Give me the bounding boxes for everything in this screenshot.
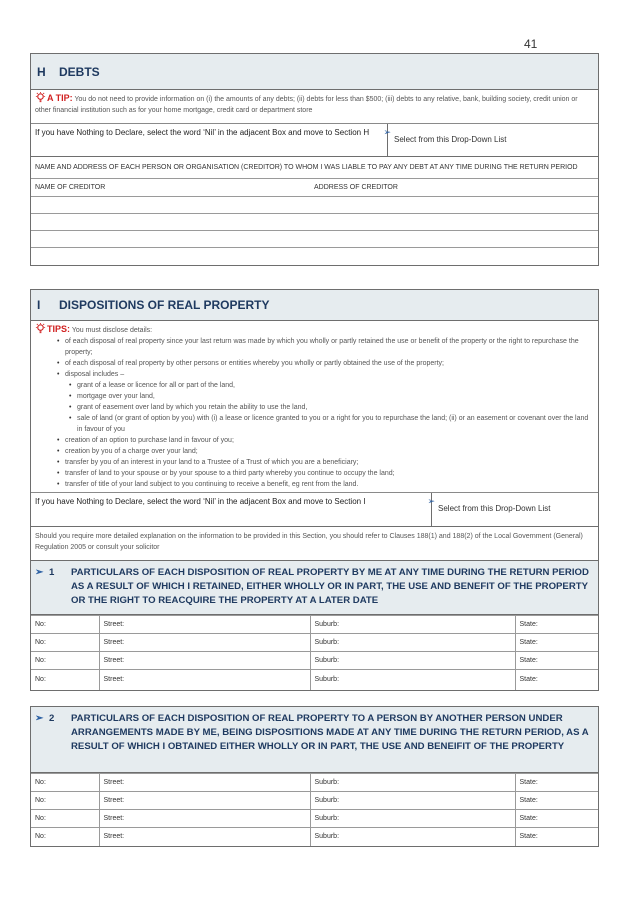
- creditor-row[interactable]: [31, 197, 598, 214]
- part-2-heading: [31, 707, 598, 773]
- part-1-table: [31, 615, 598, 690]
- sub-tip-item: • grant of easement over land by which you retain the ability to use the land,: [77, 402, 594, 413]
- state-cell[interactable]: State:: [515, 792, 598, 810]
- dispositions-tips: [31, 321, 598, 493]
- section-h-heading: [31, 54, 598, 90]
- no-cell[interactable]: No:: [31, 792, 99, 810]
- table-row: [31, 634, 598, 652]
- suburb-cell[interactable]: Suburb:: [310, 652, 515, 670]
- part-2-box: [30, 706, 599, 847]
- table-row: [31, 828, 598, 846]
- no-cell[interactable]: No:: [31, 810, 99, 828]
- nil-declare-row: [31, 493, 598, 527]
- no-cell[interactable]: No:: [31, 634, 99, 652]
- creditor-row[interactable]: [31, 231, 598, 248]
- tips-list: [35, 336, 594, 490]
- street-cell[interactable]: Street:: [99, 670, 310, 690]
- regulation-info: Should you require more detailed explanation on the information to be provided in this Section, you should refer to Clauses 188(1) and 188(2) of the Local Government (General) Regulation 2005 or consult your solicitor: [31, 527, 598, 561]
- table-row: [31, 774, 598, 792]
- suburb-cell[interactable]: Suburb:: [310, 670, 515, 690]
- table-row: [31, 810, 598, 828]
- tip-item: • transfer of land to your spouse or by your spouse to a third party whereby you continue to occupy the land;: [65, 468, 594, 479]
- section-i-dispositions: [30, 289, 599, 691]
- no-cell[interactable]: No:: [31, 828, 99, 846]
- street-cell[interactable]: Street:: [99, 616, 310, 634]
- tip-item: • transfer by you of an interest in your land to a Trustee of a Trust of which you are a beneficiary;: [65, 457, 594, 468]
- nil-dropdown[interactable]: Select from this Drop-Down List: [431, 493, 598, 526]
- state-cell[interactable]: State:: [515, 670, 598, 690]
- state-cell[interactable]: State:: [515, 634, 598, 652]
- tip-text: You do not need to provide information on (i) the amounts of any debts; (ii) debts for less than $500; (iii) debts to any relative, bank, building society, credit union or other financial institution such as for your home mortgage, credit card or department store: [35, 96, 578, 114]
- state-cell[interactable]: State:: [515, 810, 598, 828]
- tip-item: • creation of an option to purchase land in favour of you;: [65, 435, 594, 446]
- state-cell[interactable]: State:: [515, 828, 598, 846]
- section-title: DEBTS: [59, 64, 100, 79]
- tips-label: TIPS:: [47, 324, 71, 334]
- tip-item: • transfer of title of your land subject to you continuing to receive a benefit, eg rent from the land.: [65, 479, 594, 490]
- no-cell[interactable]: No:: [31, 652, 99, 670]
- no-cell[interactable]: No:: [31, 670, 99, 690]
- sub-tip-item: • sale of land (or grant of option by you) with (i) a lease or licence granted to you or a right for you to repurchase the land; (ii) or an easement or covenant over the land in favour of you: [77, 413, 594, 435]
- nil-dropdown[interactable]: Select from this Drop-Down List: [387, 124, 598, 156]
- arrow-right-icon: ➢: [35, 567, 44, 578]
- suburb-cell[interactable]: Suburb:: [310, 634, 515, 652]
- street-cell[interactable]: Street:: [99, 810, 310, 828]
- part-1-heading: [31, 561, 598, 615]
- no-cell[interactable]: No:: [31, 774, 99, 792]
- sub-tip-item: • grant of a lease or licence for all or part of the land,: [77, 380, 594, 391]
- section-letter: I: [37, 298, 41, 312]
- section-title: DISPOSITIONS OF REAL PROPERTY: [59, 298, 270, 312]
- no-cell[interactable]: No:: [31, 616, 99, 634]
- lightbulb-icon: [35, 92, 46, 103]
- sub-tips-list: [65, 380, 594, 435]
- tip-item: • creation by you of a charge over your land;: [65, 446, 594, 457]
- nil-instruction-text: If you have Nothing to Declare, select the word ‘Nil’ in the adjacent Box and move to Section H: [35, 128, 370, 137]
- tip-item: [65, 369, 594, 435]
- state-cell[interactable]: State:: [515, 652, 598, 670]
- tip-item-text: disposal includes –: [65, 371, 125, 378]
- arrow-right-icon: ➢: [383, 127, 391, 137]
- part-2-table: [31, 773, 598, 846]
- nil-declare-row: [31, 124, 598, 157]
- creditor-header: NAME AND ADDRESS OF EACH PERSON OR ORGANISATION (CREDITOR) TO WHOM I WAS LIABLE TO PAY ANY DEBT AT ANY TIME DURING THE RETURN PERIOD: [31, 157, 598, 179]
- nil-instruction: [31, 493, 435, 526]
- arrow-right-icon: ➢: [35, 713, 44, 724]
- part-number: 1: [49, 567, 55, 578]
- state-cell[interactable]: State:: [515, 616, 598, 634]
- creditor-row[interactable]: [31, 214, 598, 231]
- suburb-cell[interactable]: Suburb:: [310, 810, 515, 828]
- arrow-right-icon: ➢: [427, 496, 435, 506]
- street-cell[interactable]: Street:: [99, 792, 310, 810]
- tip-label: A TIP:: [47, 93, 73, 103]
- table-row: [31, 616, 598, 634]
- creditor-row[interactable]: [31, 248, 598, 265]
- suburb-cell[interactable]: Suburb:: [310, 792, 515, 810]
- sub-tip-item: • mortgage over your land,: [77, 391, 594, 402]
- lightbulb-icon: [35, 323, 46, 334]
- creditor-columns: [31, 179, 598, 197]
- page-number: 41: [524, 37, 538, 51]
- tip-item: • of each disposal of real property since your last return was made by which you wholly or partly retained the use or benefit of the property or the right to repurchase the property;: [65, 336, 594, 358]
- tip-item: • of each disposal of real property by other persons or entities whereby you wholly or partly obtained the use of the property;: [65, 358, 594, 369]
- col-address-creditor: ADDRESS OF CREDITOR: [314, 184, 398, 191]
- part-number: 2: [49, 713, 55, 724]
- tips-intro: You must disclose details:: [71, 327, 153, 334]
- street-cell[interactable]: Street:: [99, 828, 310, 846]
- street-cell[interactable]: Street:: [99, 774, 310, 792]
- part-title: PARTICULARS OF EACH DISPOSITION OF REAL PROPERTY TO A PERSON BY ANOTHER PERSON UNDER ARRANGEMENTS MADE BY ME, BEING DISPOSITIONS MADE AT ANY TIME DURING THE RETURN PERIOD, AS A RESULT OF WHICH I OBTAINED EITHER WHOLLY OR IN PART, THE USE AND BENEIFIT OF THE PROPERTY: [71, 713, 589, 752]
- debts-tip: [31, 90, 598, 124]
- street-cell[interactable]: Street:: [99, 652, 310, 670]
- section-i-heading: [31, 290, 598, 321]
- col-name-creditor: NAME OF CREDITOR: [35, 184, 106, 191]
- table-row: [31, 670, 598, 690]
- nil-instruction: [31, 124, 391, 156]
- table-row: [31, 652, 598, 670]
- table-row: [31, 792, 598, 810]
- state-cell[interactable]: State:: [515, 774, 598, 792]
- suburb-cell[interactable]: Suburb:: [310, 828, 515, 846]
- section-h-debts: [30, 53, 599, 266]
- nil-instruction-text: If you have Nothing to Declare, select the word ‘Nil’ in the adjacent Box and move to Section I: [35, 497, 366, 506]
- street-cell[interactable]: Street:: [99, 634, 310, 652]
- suburb-cell[interactable]: Suburb:: [310, 774, 515, 792]
- part-title: PARTICULARS OF EACH DISPOSITION OF REAL PROPERTY BY ME AT ANY TIME DURING THE RETURN PERIOD AS A RESULT OF WHICH I RETAINED, EITHER WHOLLY OR IN PART, THE USE AND BENEFIT OF THE PROPERTY OR THE RIGHT TO REACQUIRE THE PROPERTY AT A LATER DATE: [71, 567, 589, 606]
- suburb-cell[interactable]: Suburb:: [310, 616, 515, 634]
- section-letter: H: [37, 64, 46, 79]
